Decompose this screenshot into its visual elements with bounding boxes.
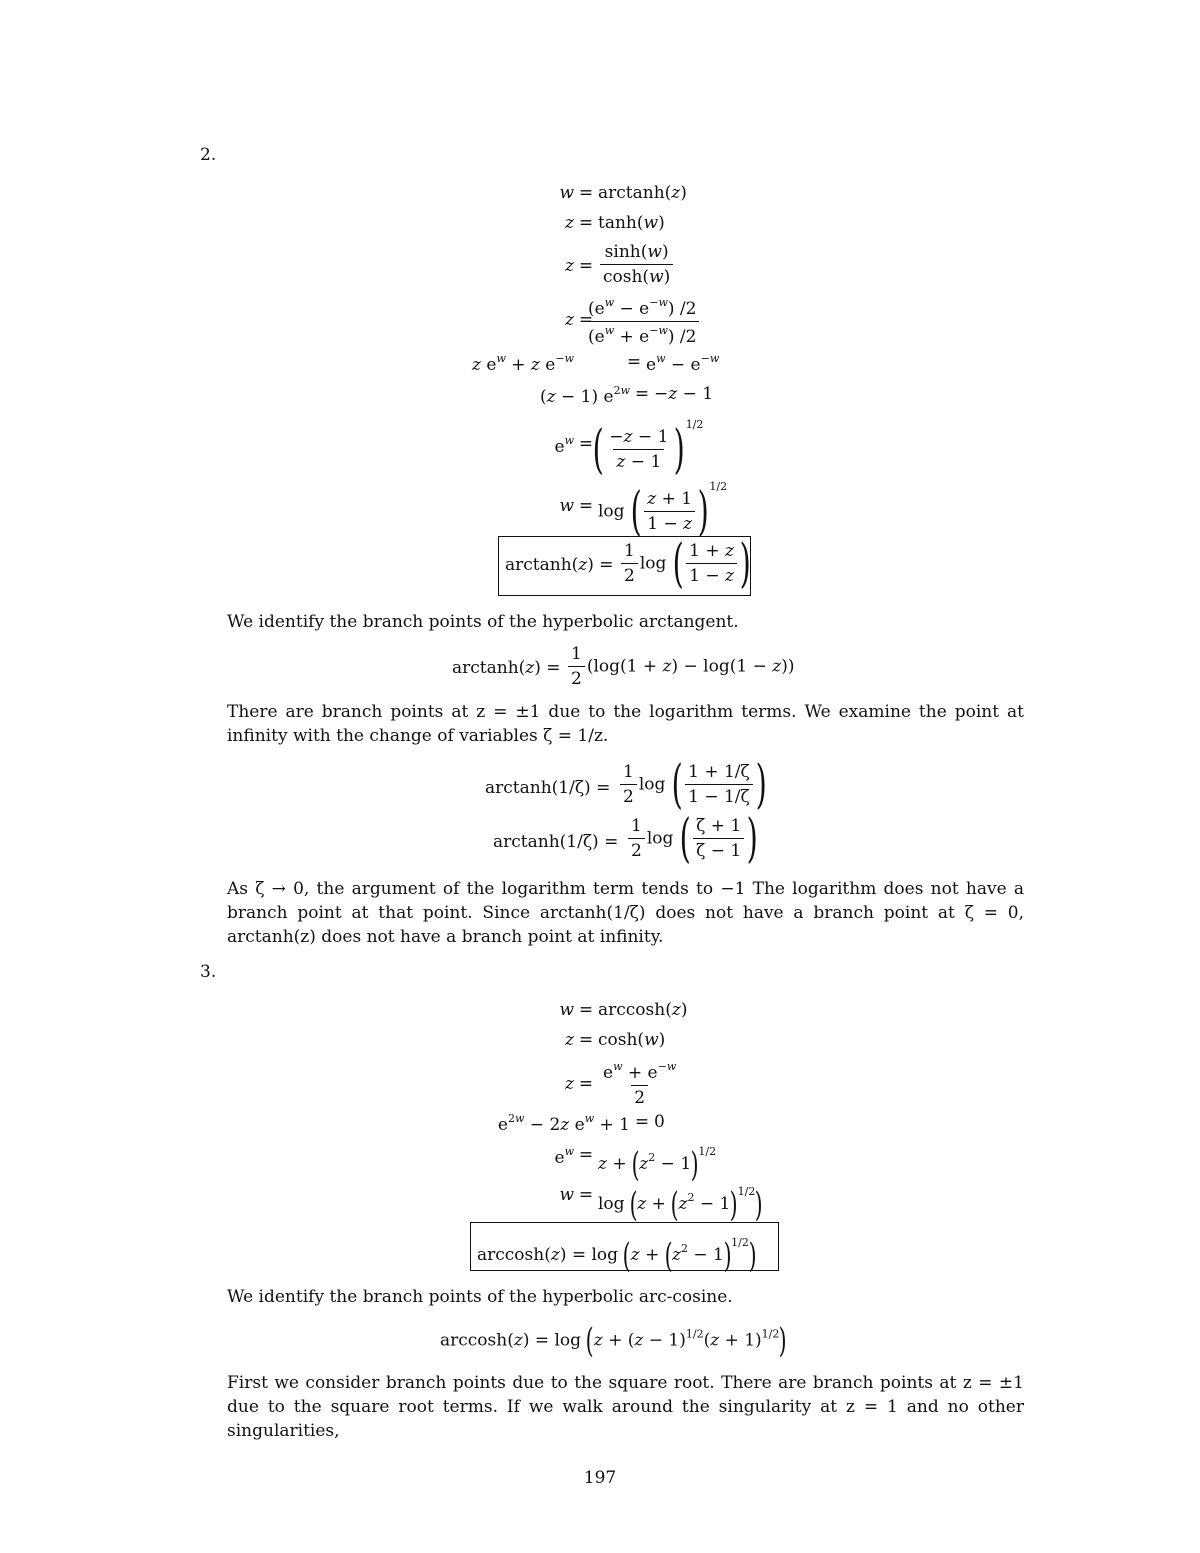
paragraph-identify-branch-points-arctanh: We identify the branch points of the hyperbolic arctangent.: [227, 612, 739, 632]
page-number: 197: [583, 1468, 617, 1488]
paragraph-identify-branch-points-arccosh: We identify the branch points of the hyperbolic arc-cosine.: [227, 1287, 733, 1307]
boxed-result-arctanh: arctanh(z) = $\frac{1}{2}$ log ( $\frac{1 + z}{1 - z}$ ): [498, 536, 751, 596]
boxed-result-arccosh: $\arccos h(z) = \log (z + (z^2 - 1)^{1/2})$: [470, 1222, 779, 1271]
paragraph-argument-tends-to-minus-one: As ζ → 0, the argument of the logarithm term tends to −1 The logarithm does not have a branch point at that point. Since arctanh(1/ζ) does not have a branch point at ζ = 0, arctanh(z) does not have a branch point at infinity.: [227, 879, 1024, 947]
paragraph-branch-points-plus-minus-one: There are branch points at z = ±1 due to the logarithm terms. We examine the point at infinity with the change of variables ζ = 1/z.: [227, 702, 1024, 746]
paragraph-square-root-branch-points: First we consider branch points due to the square root. There are branch points at z = ±1 due to the square root terms. If we walk around the singularity at z = 1 and no other singularities,: [227, 1373, 1024, 1441]
item-number-3: 3.: [200, 962, 217, 982]
item-number-2: 2.: [200, 145, 217, 165]
